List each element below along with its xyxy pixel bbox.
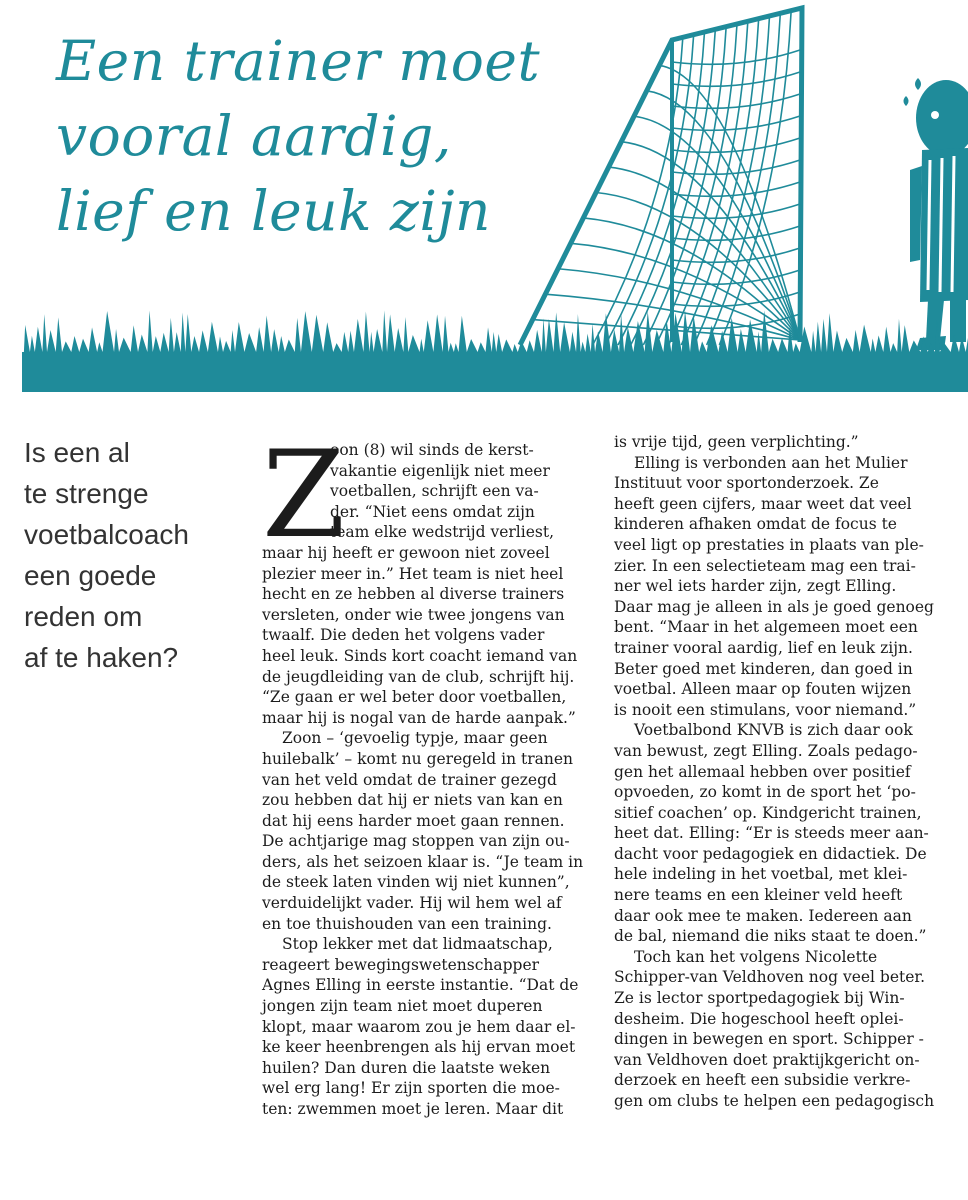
- body-line: wel erg lang! Er zijn sporten die moe-: [262, 1079, 560, 1098]
- body-line: van het veld omdat de trainer gezegd: [262, 770, 557, 789]
- body-line: desheim. Die hogeschool heeft oplei-: [614, 1009, 904, 1028]
- body-line: is vrije tijd, geen verplichting.”: [614, 433, 859, 451]
- body-line: Agnes Elling in eerste instantie. “Dat de: [262, 976, 579, 995]
- body-line: Schipper-van Veldhoven nog veel beter.: [614, 968, 926, 987]
- body-line: ders, als het seizoen klaar is. “Je team in: [262, 852, 584, 871]
- body-line: dacht voor pedagogiek en didactiek. De: [614, 844, 927, 863]
- body-line: voetbal. Alleen maar op fouten wijzen: [614, 680, 912, 699]
- body-line: heet dat. Elling: “Er is steeds meer aan-: [614, 824, 929, 843]
- body-line: team elke wedstrijd verliest,: [330, 523, 554, 542]
- body-line: zou hebben dat hij er niets van kan en: [262, 791, 563, 810]
- body-line: klopt, maar waarom zou je hem daar el-: [262, 1017, 576, 1036]
- body-line: Beter goed met kinderen, dan goed in: [614, 659, 913, 678]
- body-line: opvoeden, zo komt in de sport het ‘po-: [614, 783, 916, 802]
- body-line: maar hij heeft er gewoon niet zoveel: [262, 543, 550, 562]
- intro-question: [24, 432, 224, 678]
- body-line: Elling is verbonden aan het Mulier: [634, 453, 908, 472]
- body-line: van Veldhoven doet praktijkgericht on-: [614, 1050, 920, 1069]
- body-line: gen om clubs te helpen een pedagogisch: [614, 1092, 935, 1110]
- body-line: sitief coachen’ op. Kindgericht trainen,: [614, 803, 922, 822]
- grass-icon: [22, 310, 968, 392]
- body-line: Toch kan het volgens Nicolette: [634, 947, 878, 966]
- body-line: versleten, onder wie twee jongens van: [262, 605, 565, 624]
- body-line: de jeugdleiding van de club, schrijft hij.: [262, 667, 575, 686]
- body-line: zier. In een selectieteam mag een trai-: [614, 556, 916, 575]
- body-line: de steek laten vinden wij niet kunnen”,: [262, 873, 570, 892]
- body-line: De achtjarige mag stoppen van zijn ou-: [262, 832, 570, 851]
- crying-boy-icon: [904, 78, 968, 350]
- body-line: ten: zwemmen moet je leren. Maar dit: [262, 1100, 564, 1118]
- body-line: veel ligt op prestaties in plaats van ple-: [614, 535, 924, 554]
- body-line: daar ook mee te maken. Iedereen aan: [614, 906, 912, 925]
- body-line: Zoon – ‘gevoelig typje, maar geen: [282, 729, 548, 748]
- body-line: nere teams en een kleiner veld heeft: [614, 886, 903, 905]
- body-line: twaalf. Die deden het volgens vader: [262, 626, 545, 645]
- body-line: Ze is lector sportpedagogiek bij Win-: [614, 989, 905, 1008]
- body-line: maar hij is nogal van de harde aanpak.”: [262, 708, 576, 727]
- body-line: heel leuk. Sinds kort coacht iemand van: [262, 646, 578, 665]
- body-line: Daar mag je alleen in als je goed genoeg: [614, 597, 934, 616]
- body-line: is nooit een stimulans, voor niemand.”: [614, 700, 917, 719]
- body-line: verduidelijkt vader. Hij wil hem wel af: [262, 894, 562, 913]
- body-line: de bal, niemand die niks staat te doen.”: [614, 927, 927, 946]
- body-line: voetballen, schrijft een va-: [330, 482, 539, 501]
- body-line: bent. “Maar in het algemeen moet een: [614, 618, 918, 637]
- article-column-1: [262, 426, 584, 1120]
- body-line: en toe thuishouden van een training.: [262, 914, 552, 933]
- intro-line: af te haken?: [24, 642, 179, 673]
- soccer-goal-icon: [520, 8, 802, 345]
- body-line: heeft geen cijfers, maar weet dat veel: [614, 494, 912, 513]
- body-line: derzoek en heeft een subsidie verkre-: [614, 1071, 911, 1090]
- body-line: vakantie eigenlijk niet meer: [330, 461, 550, 480]
- headline: [56, 24, 540, 249]
- body-line: dat hij eens harder moet gaan rennen.: [262, 811, 565, 830]
- body-line: hele indeling in het voetbal, met klei-: [614, 865, 908, 884]
- article-column-2: [614, 432, 934, 1112]
- body-line: gen het allemaal hebben over positief: [614, 762, 911, 781]
- headline-line: Een trainer moet: [56, 29, 541, 93]
- body-line: hecht en ze hebben al diverse trainers: [262, 585, 565, 604]
- body-line: Instituut voor sportonderzoek. Ze: [614, 474, 879, 493]
- body-line: dingen in bewegen en sport. Schipper -: [614, 1030, 924, 1049]
- intro-line: voetbalcoach: [24, 519, 190, 550]
- body-line: jongen zijn team niet moet duperen: [262, 997, 543, 1016]
- intro-line: een goede: [24, 560, 157, 591]
- intro-line: reden om: [24, 601, 143, 632]
- body-line: ke keer heenbrengen als hij ervan moet: [262, 1038, 576, 1057]
- headline-line: lief en leuk zijn: [56, 179, 491, 243]
- body-line: huilebalk’ – komt nu geregeld in tranen: [262, 749, 574, 768]
- body-line: kinderen afhaken omdat de focus te: [614, 515, 897, 534]
- body-line: plezier meer in.” Het team is niet heel: [262, 564, 564, 583]
- body-line: van bewust, zegt Elling. Zoals pedago-: [614, 741, 918, 760]
- body-line: huilen? Dan duren die laatste weken: [262, 1058, 551, 1077]
- body-line: der. “Niet eens omdat zijn: [330, 502, 535, 521]
- intro-line: Is een al: [24, 437, 130, 468]
- body-line: trainer vooral aardig, lief en leuk zijn.: [614, 638, 913, 657]
- headline-line: vooral aardig,: [56, 104, 452, 168]
- body-line: reageert bewegingswetenschapper: [262, 955, 540, 974]
- body-line: Stop lekker met dat lidmaatschap,: [282, 935, 553, 954]
- header-illustration: [0, 0, 968, 392]
- body-line: Voetbalbond KNVB is zich daar ook: [634, 721, 913, 740]
- intro-line: te strenge: [24, 478, 149, 509]
- body-line: ner wel iets harder zijn, zegt Elling.: [614, 577, 897, 596]
- body-line: “Ze gaan er wel beter door voetballen,: [262, 688, 567, 707]
- drop-cap: Z: [262, 426, 346, 565]
- body-line: oon (8) wil sinds de kerst-: [330, 441, 534, 459]
